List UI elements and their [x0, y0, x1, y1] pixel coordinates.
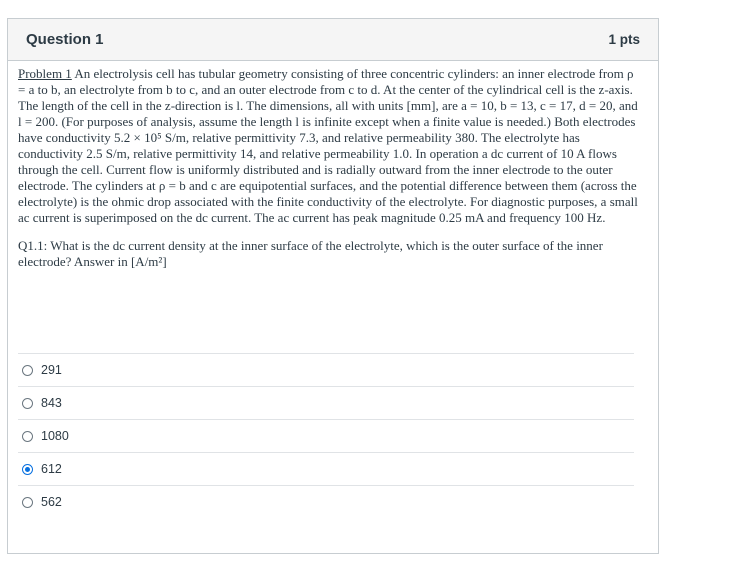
- answer-option[interactable]: [18, 386, 634, 419]
- question-text: [18, 66, 638, 270]
- sub-question: Q1.1: What is the dc current density at the inner surface of the electrolyte, which is the outer surface of the inner electrode? Answer in [A/m²]: [18, 238, 603, 269]
- answer-option[interactable]: [18, 353, 634, 386]
- radio-button[interactable]: [22, 398, 33, 409]
- answer-option[interactable]: [18, 485, 634, 518]
- question-title: Question 1: [26, 31, 104, 48]
- answer-option-selected[interactable]: [18, 452, 634, 485]
- problem-label: Problem 1: [18, 66, 72, 81]
- question-points: 1 pts: [608, 32, 640, 47]
- radio-button[interactable]: [22, 431, 33, 442]
- radio-button[interactable]: [22, 365, 33, 376]
- radio-button[interactable]: [22, 497, 33, 508]
- answer-label: 843: [41, 396, 62, 410]
- answer-label: 562: [41, 495, 62, 509]
- problem-statement: [18, 66, 638, 226]
- answer-label: 612: [41, 462, 62, 476]
- answer-label: 1080: [41, 429, 69, 443]
- answer-label: 291: [41, 363, 62, 377]
- problem-body: An electrolysis cell has tubular geometry consisting of three concentric cylinders: an inner electrode from ρ = a to b, an electrolyte from b to c, and an outer electrode from c to d. At the center of the cylindrical cell is the z-axis. The length of the cell in the z-direction is l. The dimensions, all with units [mm], are a = 10, b = 13, c = 17, d = 20, and l = 200. (For purposes of analysis, assume the length l is infinite except when a finite value is needed.) Both electrodes have conductivity 5.2 × 10⁵ S/m, relative permittivity 7.3, and relative permeability 380. The electrolyte has conductivity 2.5 S/m, relative permittivity 14, and relative permeability 1.0. In operation a dc current of 10 A flows through the cell. Current flow is uniformly distributed and is radially outward from the inner electrode to the outer electrode. The cylinders at ρ = b and c are equipotential surfaces, and the potential difference between them (across the electrolyte) is the ohmic drop associated with the finite conductivity of the electrolyte. For diagnostic purposes, a small ac current is superimposed on the dc current. The ac current has peak magnitude 0.25 mA and frequency 100 Hz.: [18, 66, 638, 225]
- answer-option[interactable]: [18, 419, 634, 452]
- question-header: [8, 19, 658, 61]
- radio-button-checked[interactable]: [22, 464, 33, 475]
- answer-list: [18, 353, 634, 518]
